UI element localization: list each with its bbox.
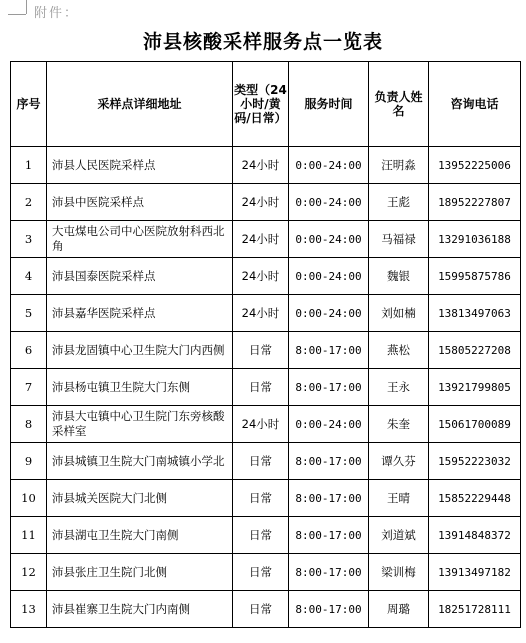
cell-service-time: 0:00-24:00 — [289, 147, 369, 184]
header-phone: 咨询电话 — [429, 62, 521, 147]
table-row — [11, 406, 521, 443]
cell-type: 24小时 — [233, 258, 289, 295]
cell-phone: 18251728111 — [429, 591, 521, 628]
cell-service-time: 0:00-24:00 — [289, 184, 369, 221]
cell-address: 沛县中医院采样点 — [47, 184, 233, 221]
cell-person: 王永 — [369, 369, 429, 406]
cell-person: 刘如楠 — [369, 295, 429, 332]
cell-index: 12 — [11, 554, 47, 591]
cell-index: 5 — [11, 295, 47, 332]
cell-index: 8 — [11, 406, 47, 443]
attachment-label: 附件： — [34, 6, 80, 21]
cell-type: 24小时 — [233, 221, 289, 258]
table-row — [11, 332, 521, 369]
cell-address: 沛县崔寨卫生院大门内南侧 — [47, 591, 233, 628]
cell-phone: 13952225006 — [429, 147, 521, 184]
cell-phone: 13813497063 — [429, 295, 521, 332]
cell-service-time: 8:00-17:00 — [289, 517, 369, 554]
cell-type: 24小时 — [233, 184, 289, 221]
cell-service-time: 8:00-17:00 — [289, 443, 369, 480]
cell-person: 朱奎 — [369, 406, 429, 443]
header-index: 序号 — [11, 62, 47, 147]
cell-person: 谭久芬 — [369, 443, 429, 480]
cell-phone: 15061700089 — [429, 406, 521, 443]
cell-person: 马福禄 — [369, 221, 429, 258]
cell-index: 9 — [11, 443, 47, 480]
cell-address: 沛县湖屯卫生院大门南侧 — [47, 517, 233, 554]
table-body — [11, 147, 521, 628]
cell-index: 4 — [11, 258, 47, 295]
cell-type: 日常 — [233, 591, 289, 628]
cell-address: 沛县嘉华医院采样点 — [47, 295, 233, 332]
cell-type: 日常 — [233, 554, 289, 591]
table-row — [11, 295, 521, 332]
header-type: 类型（24小时/黄码/日常） — [233, 62, 289, 147]
cell-address: 沛县国泰医院采样点 — [47, 258, 233, 295]
header-service-time: 服务时间 — [289, 62, 369, 147]
cell-person: 汪明淼 — [369, 147, 429, 184]
cell-person: 王彪 — [369, 184, 429, 221]
crop-mark-vertical — [26, 0, 27, 14]
cell-type: 日常 — [233, 332, 289, 369]
table-row — [11, 591, 521, 628]
cell-type: 日常 — [233, 443, 289, 480]
table-row — [11, 147, 521, 184]
cell-index: 7 — [11, 369, 47, 406]
document-title: 沛县核酸采样服务点一览表 — [142, 31, 383, 53]
cell-person: 燕松 — [369, 332, 429, 369]
cell-type: 24小时 — [233, 295, 289, 332]
cell-type: 日常 — [233, 480, 289, 517]
table-row — [11, 517, 521, 554]
cell-type: 24小时 — [233, 147, 289, 184]
cell-address: 沛县杨屯镇卫生院大门东侧 — [47, 369, 233, 406]
cell-phone: 13921799805 — [429, 369, 521, 406]
cell-person: 王晴 — [369, 480, 429, 517]
cell-service-time: 0:00-24:00 — [289, 221, 369, 258]
cell-phone: 18952227807 — [429, 184, 521, 221]
cell-phone: 13914848372 — [429, 517, 521, 554]
cell-phone: 15995875786 — [429, 258, 521, 295]
cell-address: 沛县城关医院大门北侧 — [47, 480, 233, 517]
table-header-row — [11, 62, 521, 147]
cell-service-time: 8:00-17:00 — [289, 480, 369, 517]
cell-index: 13 — [11, 591, 47, 628]
cell-service-time: 0:00-24:00 — [289, 258, 369, 295]
cell-service-time: 8:00-17:00 — [289, 554, 369, 591]
cell-index: 3 — [11, 221, 47, 258]
cell-service-time: 8:00-17:00 — [289, 591, 369, 628]
header-person: 负责人姓名 — [369, 62, 429, 147]
table-row — [11, 258, 521, 295]
cell-index: 1 — [11, 147, 47, 184]
cell-phone: 15852229448 — [429, 480, 521, 517]
cell-address: 沛县人民医院采样点 — [47, 147, 233, 184]
cell-service-time: 0:00-24:00 — [289, 295, 369, 332]
cell-index: 11 — [11, 517, 47, 554]
cell-service-time: 8:00-17:00 — [289, 369, 369, 406]
cell-address: 沛县张庄卫生院门北侧 — [47, 554, 233, 591]
cell-phone: 15805227208 — [429, 332, 521, 369]
sampling-sites-table — [10, 61, 521, 628]
table-row — [11, 369, 521, 406]
cell-type: 24小时 — [233, 406, 289, 443]
cell-phone: 13913497182 — [429, 554, 521, 591]
cell-person: 魏银 — [369, 258, 429, 295]
table-row — [11, 184, 521, 221]
cell-service-time: 0:00-24:00 — [289, 406, 369, 443]
cell-person: 刘道斌 — [369, 517, 429, 554]
cell-address: 沛县大屯镇中心卫生院门东旁核酸采样室 — [47, 406, 233, 443]
table-row — [11, 443, 521, 480]
header-address: 采样点详细地址 — [47, 62, 233, 147]
table-row — [11, 480, 521, 517]
cell-phone: 15952223032 — [429, 443, 521, 480]
cell-address: 大屯煤电公司中心医院放射科西北角 — [47, 221, 233, 258]
cell-address: 沛县龙固镇中心卫生院大门内西侧 — [47, 332, 233, 369]
table-row — [11, 554, 521, 591]
table-row — [11, 221, 521, 258]
cell-type: 日常 — [233, 369, 289, 406]
cell-index: 6 — [11, 332, 47, 369]
cell-service-time: 8:00-17:00 — [289, 332, 369, 369]
cell-person: 周璐 — [369, 591, 429, 628]
cell-index: 10 — [11, 480, 47, 517]
cell-phone: 13291036188 — [429, 221, 521, 258]
cell-index: 2 — [11, 184, 47, 221]
cell-address: 沛县城镇卫生院大门南城镇小学北 — [47, 443, 233, 480]
crop-mark-horizontal — [8, 14, 26, 15]
cell-type: 日常 — [233, 517, 289, 554]
cell-person: 梁训梅 — [369, 554, 429, 591]
page-header-strip — [0, 0, 526, 26]
